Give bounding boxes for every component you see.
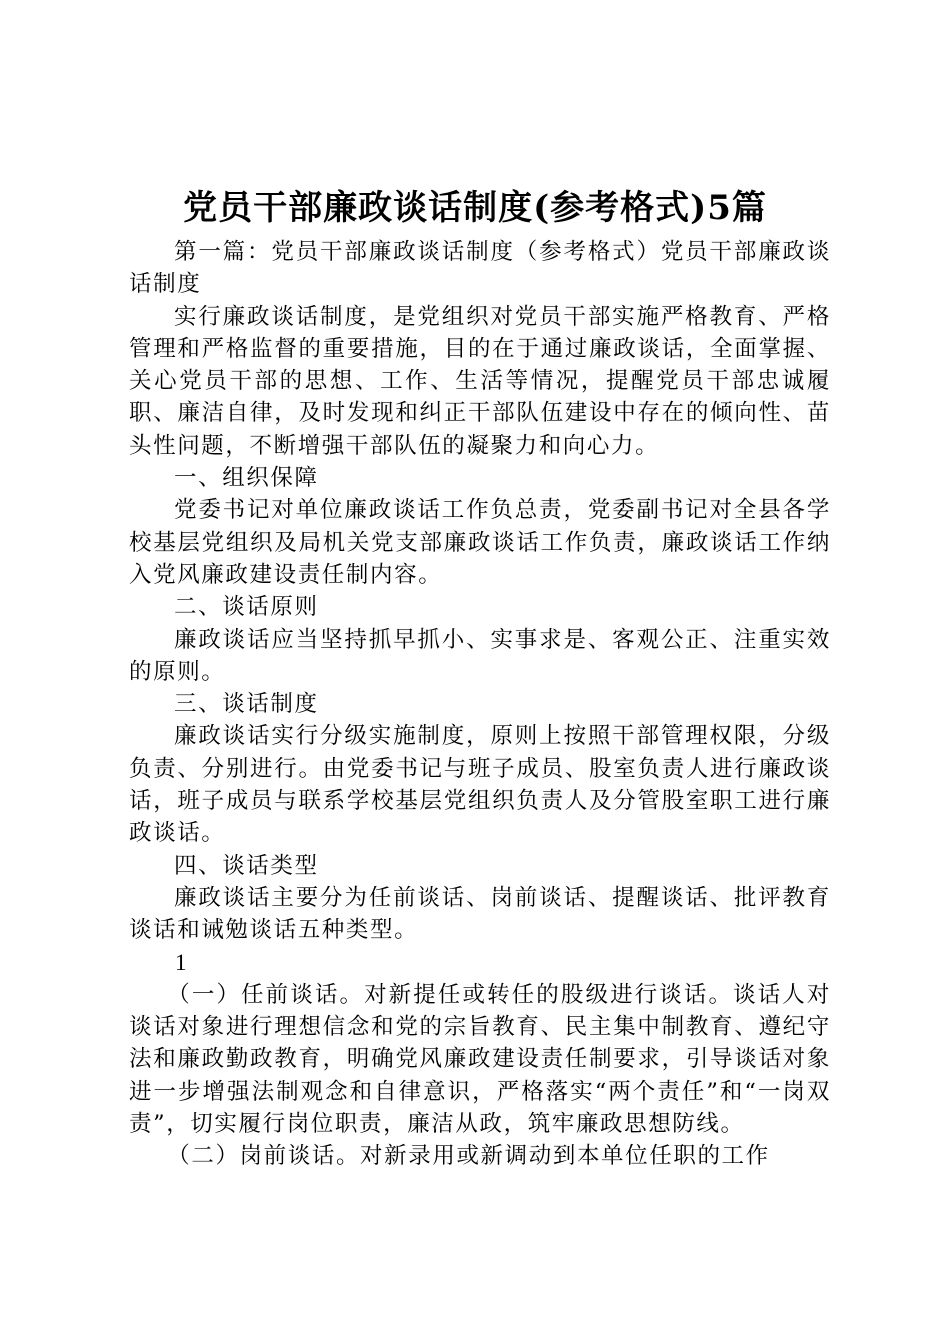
section-heading-system: 三、谈话制度 [174,691,319,718]
paragraph-types: 廉政谈话主要分为任前谈话、岗前谈话、提醒谈话、批评教育谈话和诫勉谈话五种类型。 [129,884,831,944]
section-heading-organization: 一、组织保障 [174,465,319,492]
section-heading-principles: 二、谈话原则 [174,594,319,621]
document-body [129,236,831,1173]
paragraph-pre-appointment-talk: （一）任前谈话。对新提任或转任的股级进行谈话。谈话人对谈话对象进行理想信念和党的宗旨教育、民主集中制教育、遵纪守法和廉政勤政教育，明确党风廉政建设责任制要求，引导谈话对象进一步增强法制观念和自律意识，严格落实“两个责任”和“一岗双责”，切实履行岗位职责，廉洁从政，筑牢廉政思想防线。 [129,981,831,1138]
paragraph-purpose: 实行廉政谈话制度，是党组织对党员干部实施严格教育、严格管理和严格监督的重要措施，目的在于通过廉政谈话，全面掌握、关心党员干部的思想、工作、生活等情况，提醒党员干部忠诚履职、廉洁自律，及时发现和纠正干部队伍建设中存在的倾向性、苗头性问题，不断增强干部队伍的凝聚力和向心力。 [129,303,831,459]
paragraph-pre-post-talk: （二）岗前谈话。对新录用或新调动到本单位任职的工作 [167,1143,770,1170]
paragraph-system: 廉政谈话实行分级实施制度，原则上按照干部管理权限，分级负责、分别进行。由党委书记与班子成员、股室负责人进行廉政谈话，班子成员与联系学校基层党组织负责人及分管股室职工进行廉政谈话。 [129,723,831,847]
section-heading-types: 四、谈话类型 [174,852,319,879]
paragraph-principles: 廉政谈话应当坚持抓早抓小、实事求是、客观公正、注重实效的原则。 [129,626,831,685]
page-number: 1 [175,949,187,975]
document-title: 党员干部廉政谈话制度(参考格式)5篇 [183,188,767,228]
paragraph-intro-heading: 第一篇：党员干部廉政谈话制度（参考格式）党员干部廉政谈话制度 [129,239,831,298]
paragraph-organization: 党委书记对单位廉政谈话工作负总责，党委副书记对全县各学校基层党组织及局机关党支部廉政谈话工作负责，廉政谈话工作纳入党风廉政建设责任制内容。 [129,497,831,588]
